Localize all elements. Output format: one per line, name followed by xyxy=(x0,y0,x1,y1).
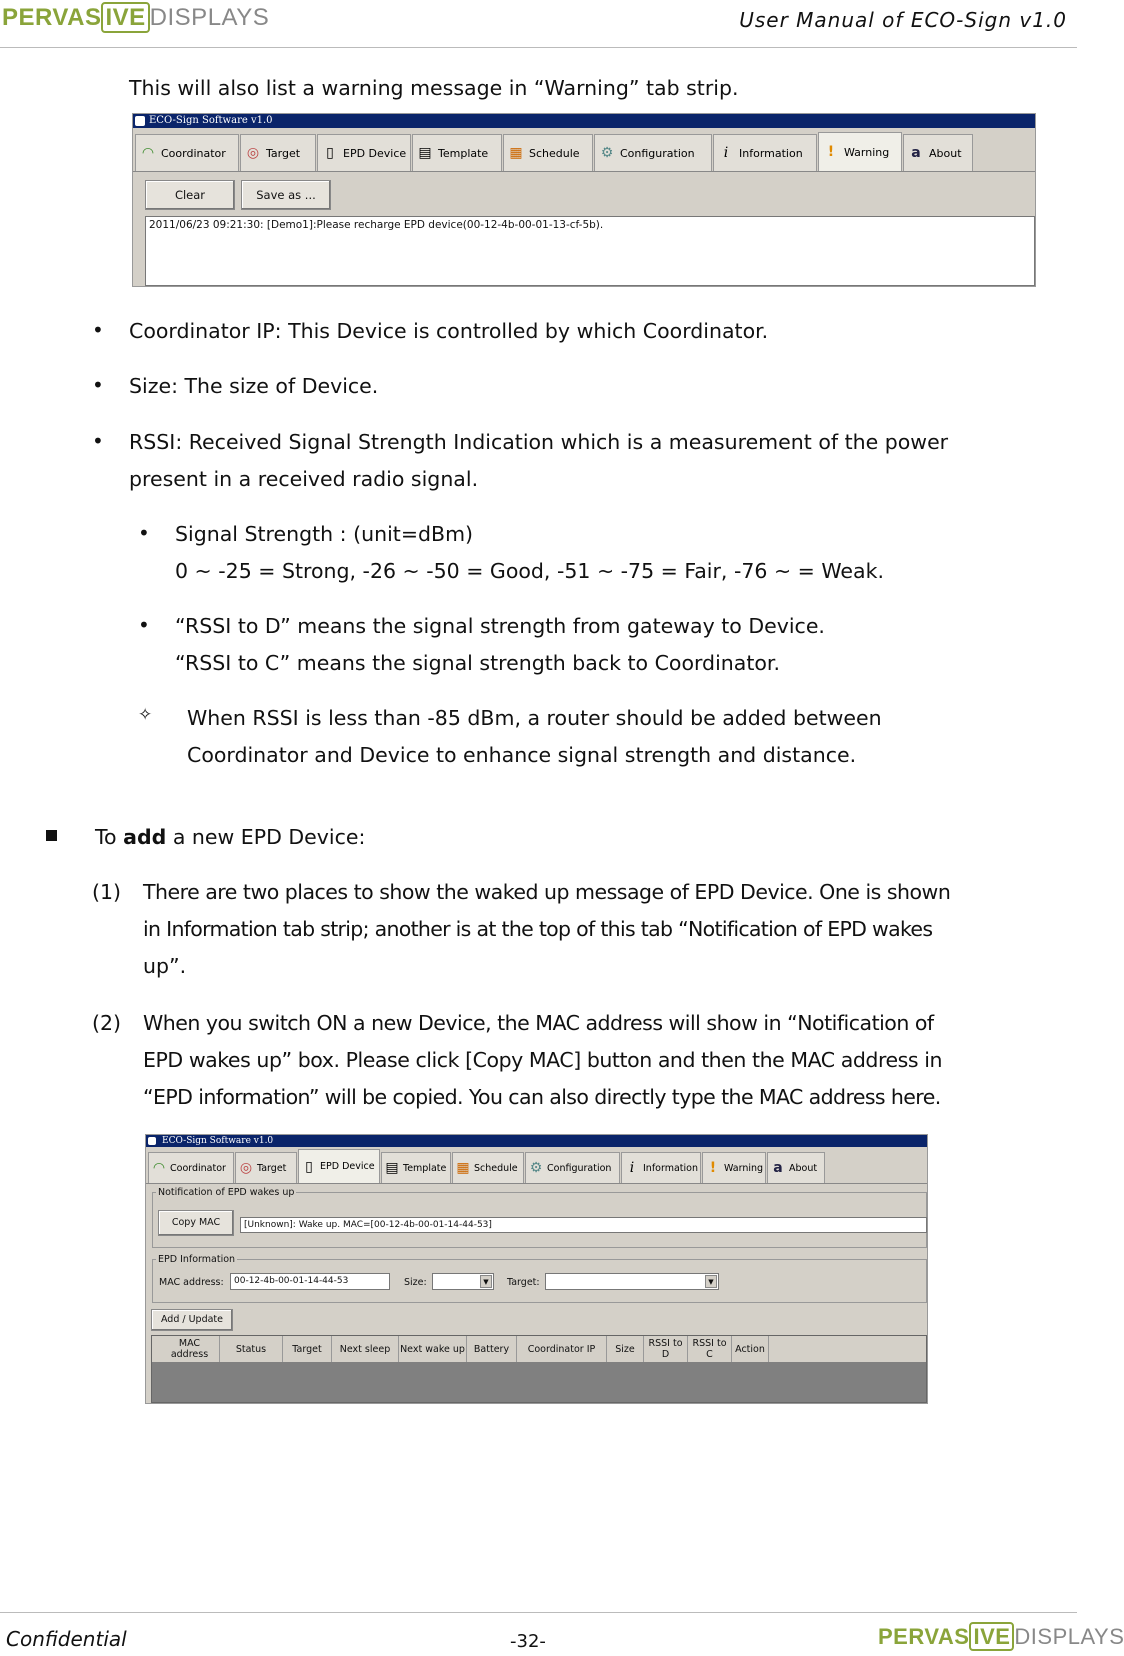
bullet-dot: • xyxy=(92,373,104,397)
tab-epd-device[interactable]: ▯ EPD Device xyxy=(298,1149,380,1183)
tab-about[interactable]: a About xyxy=(903,134,973,171)
chevron-down-icon: ▼ xyxy=(480,1275,492,1288)
column-header[interactable]: Action xyxy=(732,1336,769,1362)
warning-icon: ! xyxy=(709,1160,717,1176)
device-icon: ▯ xyxy=(326,145,334,161)
router-note: When RSSI is less than -85 dBm, a router should be added between xyxy=(187,706,882,730)
column-header[interactable]: RSSI to C xyxy=(688,1336,732,1362)
column-header[interactable]: MAC address xyxy=(160,1336,220,1362)
window-title: ECO-Sign Software v1.0 xyxy=(162,1136,274,1146)
bullet-rssi: RSSI: Received Signal Strength Indication which is a measurement of the power xyxy=(129,430,949,454)
target-select[interactable] xyxy=(545,1273,719,1290)
square-bullet-icon xyxy=(46,830,57,841)
notification-group-label: Notification of EPD wakes up xyxy=(158,1187,295,1198)
logo-displays: DISPLAYS xyxy=(149,4,270,31)
window-titlebar xyxy=(146,1135,927,1147)
rssi-to-c: “RSSI to C” means the signal strength back to Coordinator. xyxy=(175,651,780,675)
step-1-line-1: There are two places to show the waked up message of EPD Device. One is shown xyxy=(143,880,951,904)
calendar-icon: ▦ xyxy=(456,1160,470,1176)
notification-message[interactable]: [Unknown]: Wake up. MAC=[00-12-4b-00-01-14-44-53] xyxy=(240,1217,927,1233)
window-titlebar xyxy=(133,114,1035,128)
router-note-cont: Coordinator and Device to enhance signal strength and distance. xyxy=(187,743,857,767)
wifi-icon: ◠ xyxy=(152,1160,166,1176)
tab-strip xyxy=(146,1147,927,1184)
about-icon: a xyxy=(773,1160,783,1176)
column-header[interactable]: Target xyxy=(283,1336,332,1362)
logo-displays: DISPLAYS xyxy=(1014,1624,1124,1649)
intro-text: This will also list a warning message in “Warning” tab strip. xyxy=(129,76,739,100)
logo-ive: IVE xyxy=(969,1622,1014,1651)
app-icon xyxy=(135,116,145,126)
epd-info-group-label: EPD Information xyxy=(158,1254,236,1265)
logo-ive: IVE xyxy=(101,2,149,33)
step-1-line-2: in Information tab strip; another is at the top of this tab “Notification of EPD wakes xyxy=(143,917,933,941)
column-header[interactable]: Status xyxy=(220,1336,283,1362)
device-icon: ▯ xyxy=(305,1158,313,1175)
mac-address-input[interactable]: 00-12-4b-00-01-14-44-53 xyxy=(230,1273,390,1290)
about-icon: a xyxy=(911,145,921,161)
section-heading: To add a new EPD Device: xyxy=(95,825,366,849)
app-icon xyxy=(148,1137,156,1145)
wifi-icon: ◠ xyxy=(141,145,155,161)
tab-coordinator[interactable]: ◠ Coordinator xyxy=(135,134,239,171)
save-as-button[interactable]: Save as ... xyxy=(241,180,331,210)
column-header[interactable]: Coordinator IP xyxy=(517,1336,607,1362)
bullet-rssi-cont: present in a received radio signal. xyxy=(129,467,479,491)
step-1-line-3: up”. xyxy=(143,954,187,978)
add-update-button[interactable]: Add / Update xyxy=(151,1309,233,1331)
device-table[interactable] xyxy=(151,1335,927,1403)
tab-configuration[interactable]: ⚙ Configuration xyxy=(594,134,712,171)
tab-target[interactable]: ◎ Target xyxy=(240,134,316,171)
logo-pervas: PERVAS xyxy=(878,1624,970,1649)
bullet-dot: • xyxy=(138,613,150,637)
signal-strength-unit: Signal Strength : (unit=dBm) xyxy=(175,522,474,546)
signal-strength-ranges: 0 ~ -25 = Strong, -26 ~ -50 = Good, -51 ~ -75 = Fair, -76 ~ = Weak. xyxy=(175,559,884,583)
screenshot-epd-device-tab xyxy=(145,1134,928,1404)
device-table-header xyxy=(152,1336,926,1362)
tab-strip xyxy=(133,128,1035,172)
target-icon: ◎ xyxy=(239,1160,253,1176)
tab-about[interactable]: a About xyxy=(767,1152,825,1183)
bullet-dot: • xyxy=(92,318,104,342)
footer-page-number: -32- xyxy=(510,1631,546,1652)
tab-schedule[interactable]: ▦ Schedule xyxy=(452,1152,524,1183)
size-select[interactable] xyxy=(432,1273,494,1290)
footer-logo xyxy=(878,1624,1124,1650)
tab-coordinator[interactable]: ◠ Coordinator xyxy=(148,1152,234,1183)
copy-mac-button[interactable]: Copy MAC xyxy=(158,1210,234,1236)
template-icon: ▤ xyxy=(418,145,432,161)
column-header[interactable]: Next wake up xyxy=(399,1336,467,1362)
gear-icon: ⚙ xyxy=(600,145,614,161)
tab-template[interactable]: ▤ Template xyxy=(381,1152,451,1183)
column-header[interactable]: Battery xyxy=(467,1336,517,1362)
column-header[interactable]: Next sleep xyxy=(332,1336,399,1362)
header-title: User Manual of ECO-Sign v1.0 xyxy=(739,8,1067,32)
tab-warning[interactable]: ! Warning xyxy=(702,1152,766,1183)
footer-confidential: Confidential xyxy=(6,1627,127,1651)
bullet-size: Size: The size of Device. xyxy=(129,374,379,398)
window-title: ECO-Sign Software v1.0 xyxy=(149,115,273,126)
warning-icon: ! xyxy=(827,144,835,160)
diamond-bullet-icon: ✧ xyxy=(138,705,153,725)
calendar-icon: ▦ xyxy=(509,145,523,161)
tab-configuration[interactable]: ⚙ Configuration xyxy=(525,1152,620,1183)
target-label: Target: xyxy=(507,1277,540,1288)
header-logo xyxy=(2,4,269,32)
gear-icon: ⚙ xyxy=(529,1160,543,1176)
tab-schedule[interactable]: ▦ Schedule xyxy=(503,134,593,171)
tab-template[interactable]: ▤ Template xyxy=(412,134,502,171)
warning-log[interactable] xyxy=(145,216,1035,286)
target-icon: ◎ xyxy=(246,145,260,161)
column-header[interactable]: RSSI to D xyxy=(644,1336,688,1362)
template-icon: ▤ xyxy=(385,1160,399,1176)
info-icon: i xyxy=(723,145,729,161)
tab-epd-device[interactable]: ▯ EPD Device xyxy=(317,134,411,171)
step-number: (1) xyxy=(92,880,122,904)
warning-log-entry: 2011/06/23 09:21:30: [Demo1]:Please recharge EPD device(00-12-4b-00-01-13-cf-5b). xyxy=(149,219,604,231)
tab-warning[interactable]: ! Warning xyxy=(818,132,902,171)
size-label: Size: xyxy=(404,1277,427,1288)
screenshot-warning-tab xyxy=(132,113,1036,287)
footer-rule xyxy=(0,1612,1077,1613)
clear-button[interactable]: Clear xyxy=(145,180,235,210)
info-icon: i xyxy=(629,1160,635,1176)
step-2-line-1: When you switch ON a new Device, the MAC address will show in “Notification of xyxy=(143,1011,934,1035)
column-header[interactable]: Size xyxy=(607,1336,644,1362)
header-rule xyxy=(0,47,1077,48)
tab-target[interactable]: ◎ Target xyxy=(235,1152,297,1183)
mac-address-label: MAC address: xyxy=(159,1277,224,1288)
tab-information[interactable]: i Information xyxy=(713,134,817,171)
step-2-line-3: “EPD information” will be copied. You can also directly type the MAC address here. xyxy=(143,1085,941,1109)
rssi-to-d: “RSSI to D” means the signal strength from gateway to Device. xyxy=(175,614,825,638)
step-2-line-2: EPD wakes up” box. Please click [Copy MAC] button and then the MAC address in xyxy=(143,1048,942,1072)
chevron-down-icon: ▼ xyxy=(705,1275,717,1288)
step-number: (2) xyxy=(92,1011,122,1035)
logo-pervas: PERVAS xyxy=(2,4,102,31)
bullet-dot: • xyxy=(138,521,150,545)
bullet-coordinator-ip: Coordinator IP: This Device is controlled by which Coordinator. xyxy=(129,319,769,343)
tab-information[interactable]: i Information xyxy=(621,1152,701,1183)
bullet-dot: • xyxy=(92,429,104,453)
